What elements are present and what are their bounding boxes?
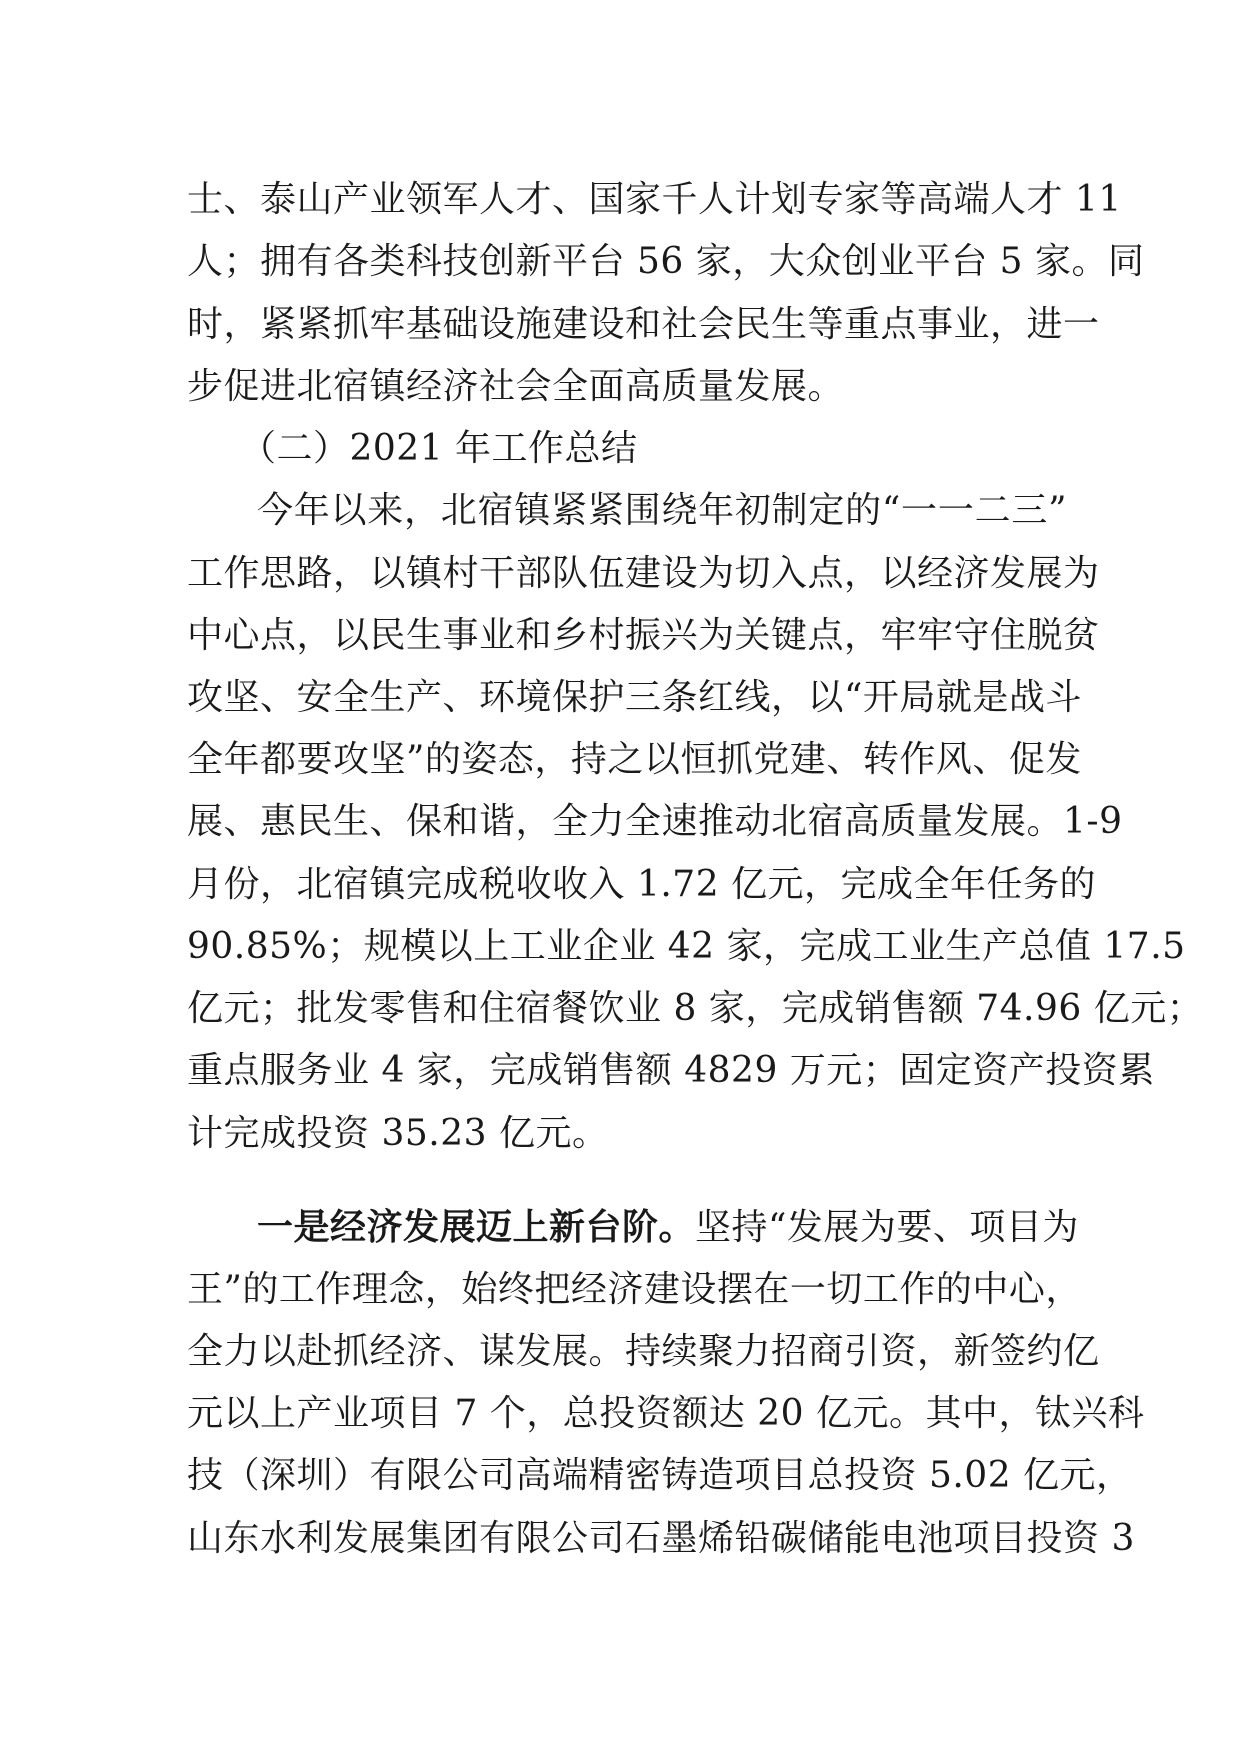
paragraph-line: 展、惠民生、保和谐，全力全速推动北宿高质量发展。1-9 bbox=[187, 801, 1123, 842]
paragraph-line: 王”的工作理念，始终把经济建设摆在一切工作的中心， bbox=[187, 1269, 1082, 1310]
paragraph-line: 攻坚、安全生产、环境保护三条红线，以“开局就是战斗 bbox=[187, 677, 1082, 718]
paragraph-line: 元以上产业项目 7 个，总投资额达 20 亿元。其中，钛兴科 bbox=[187, 1393, 1145, 1434]
paragraph-line: 月份，北宿镇完成税收收入 1.72 亿元，完成全年任务的 bbox=[187, 864, 1097, 905]
paragraph-line: 全年都要攻坚”的姿态，持之以恒抓党建、转作风、促发 bbox=[187, 739, 1082, 780]
bold-lead-text: 一是经济发展迈上新台阶。 bbox=[257, 1206, 696, 1248]
paragraph-line: 重点服务业 4 家，完成销售额 4829 万元；固定资产投资累 bbox=[187, 1050, 1155, 1091]
paragraph-line: 中心点，以民生事业和乡村振兴为关键点，牢牢守住脱贫 bbox=[187, 615, 1100, 656]
paragraph-line: 今年以来，北宿镇紧紧围绕年初制定的“一一二三” bbox=[257, 490, 1067, 531]
section-heading: （二）2021 年工作总结 bbox=[240, 428, 638, 469]
paragraph-line: 计完成投资 35.23 亿元。 bbox=[187, 1113, 609, 1154]
paragraph-line-first bbox=[257, 1205, 1079, 1249]
paragraph-line: 步促进北宿镇经济社会全面高质量发展。 bbox=[187, 366, 845, 407]
paragraph-line: 全力以赴抓经济、谋发展。持续聚力招商引资，新签约亿 bbox=[187, 1331, 1100, 1372]
paragraph-line: 时，紧紧抓牢基础设施建设和社会民生等重点事业，进一 bbox=[187, 304, 1100, 345]
paragraph-line: 技（深圳）有限公司高端精密铸造项目总投资 5.02 亿元， bbox=[187, 1455, 1133, 1496]
paragraph-text: 坚持“发展为要、项目为 bbox=[695, 1207, 1079, 1248]
paragraph-line: 士、泰山产业领军人才、国家千人计划专家等高端人才 11 bbox=[187, 179, 1122, 220]
paragraph-line: 人；拥有各类科技创新平台 56 家，大众创业平台 5 家。同 bbox=[187, 241, 1145, 282]
paragraph-line: 亿元；批发零售和住宿餐饮业 8 家，完成销售额 74.96 亿元； bbox=[187, 988, 1204, 1029]
paragraph-line: 90.85%；规模以上工业企业 42 家，完成工业生产总值 17.5 bbox=[187, 926, 1186, 967]
paragraph-line: 工作思路，以镇村干部队伍建设为切入点，以经济发展为 bbox=[187, 553, 1100, 594]
paragraph-line: 山东水利发展集团有限公司石墨烯铅碳储能电池项目投资 3 bbox=[187, 1518, 1135, 1559]
